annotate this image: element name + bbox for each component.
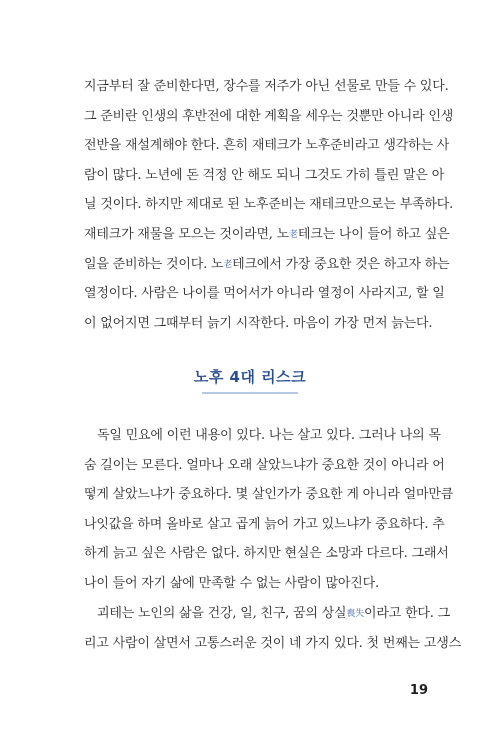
paragraph-german-folk-song (84, 421, 454, 599)
text-line-with-hanja: 괴테는 노인의 삶을 건강, 일, 친구, 꿈의 상실喪失이라고 한다. 그 (97, 606, 450, 621)
text-line-with-hanja: 일을 준비하는 것이다. 노老테크에서 가장 중요한 것은 하고자 하는 (84, 256, 450, 272)
text-line: 전반을 재설계해야 한다. 흔히 재테크가 노후준비라고 생각하는 사 (84, 138, 450, 154)
text-line: 지금부터 잘 준비한다면, 장수를 저주가 아닌 선물로 만들 수 있다. (84, 79, 449, 94)
hanja-annotation: 喪失 (346, 609, 365, 619)
text-line: 열정이다. 사람은 나이를 먹어서가 아니라 열정이 사라지고, 할 일 (84, 286, 445, 302)
paragraph-goethe (84, 599, 461, 658)
paragraph-retirement-prep (84, 72, 454, 338)
text-line: 이 없어지면 그때부터 늙기 시작한다. 마음이 가장 먼저 늙는다. (84, 315, 433, 331)
text-line: 람이 많다. 노년에 돈 걱정 안 해도 되니 그것도 가히 틀린 말은 아 (84, 167, 445, 183)
text-line: 리고 사람이 살면서 고통스러운 것이 네 가지 있다. 첫 번째는 고생스 (84, 635, 461, 651)
text-line-with-hanja: 재테크가 재물을 모으는 것이라면, 노老테크는 나이 들어 하고 싶은 (84, 226, 450, 242)
heading-underline (202, 392, 298, 394)
text-line: 떻게 살았느냐가 중요하다. 몇 살인가가 중요한 게 아니라 얼마만큼 (84, 487, 454, 503)
hanja-annotation: 老 (223, 259, 233, 270)
text-line: 닐 것이다. 하지만 제대로 된 노후준비는 재테크만으로는 부족하다. (84, 197, 454, 213)
text-line: 나이 들어 자기 삶에 만족할 수 없는 사람이 많아진다. (84, 575, 379, 591)
text-line: 하게 늙고 싶은 사람은 없다. 하지만 현실은 소망과 다르다. 그래서 (84, 546, 449, 562)
section-heading: 노후 4대 리스크 (193, 368, 307, 386)
page-number: 19 (409, 683, 428, 698)
text-line: 그 준비란 인생의 후반전에 대한 계획을 세우는 것뿐만 아니라 인생 (84, 108, 454, 124)
hanja-annotation: 老 (289, 229, 298, 240)
text-line: 숨 길이는 모른다. 얼마나 오래 살았느냐가 중요한 것이 아니라 어 (84, 457, 445, 473)
text-line: 독일 민요에 이런 내용이 있다. 나는 살고 있다. 그러나 나의 목 (97, 428, 441, 443)
text-line: 나잇값을 하며 올바로 살고 곱게 늙어 가고 있느냐가 중요하다. 추 (84, 516, 445, 532)
